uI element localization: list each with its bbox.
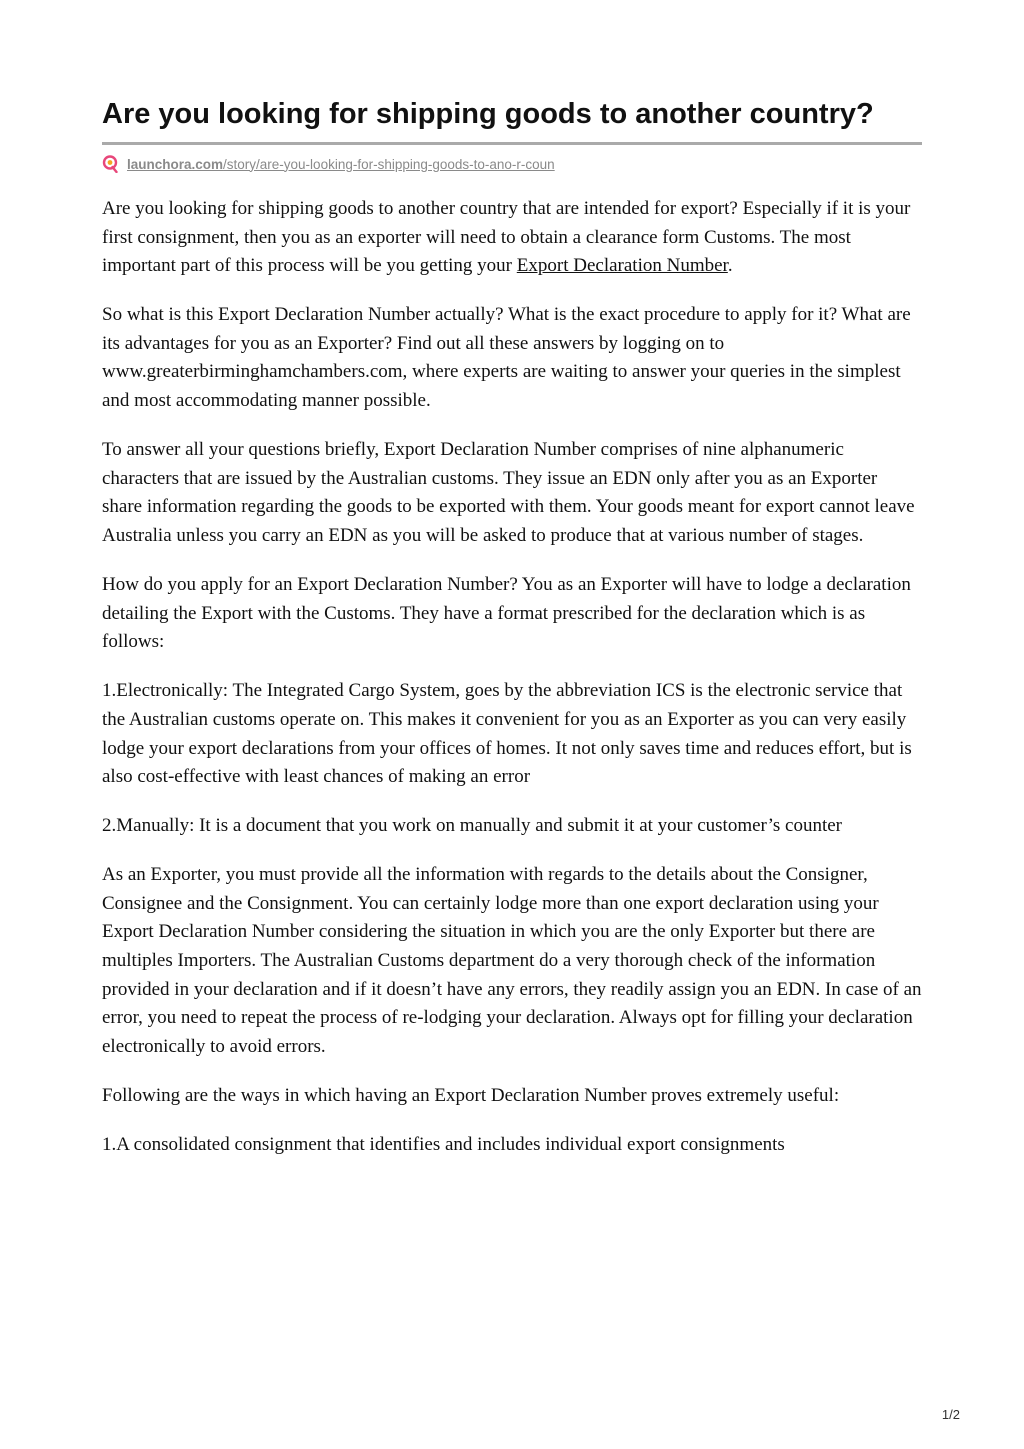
paragraph: 1.A consolidated consignment that identifies and includes individual export consignments xyxy=(102,1134,785,1156)
paragraph xyxy=(102,195,922,281)
title-divider xyxy=(102,142,922,145)
paragraph: 2.Manually: It is a document that you work on manually and submit it at your customer’s counter xyxy=(102,815,842,837)
source-domain: launchora.com xyxy=(127,156,224,172)
paragraph: Following are the ways in which having an Export Declaration Number proves extremely useful: xyxy=(102,1084,840,1106)
launchora-logo-icon xyxy=(102,155,120,173)
paragraph: How do you apply for an Export Declaration Number? You as an Exporter will have to lodge a declaration detailing the Export with the Customs. They have a format prescribed for the declaration which is as follows: xyxy=(102,574,911,653)
paragraph: So what is this Export Declaration Number actually? What is the exact procedure to apply for it? What are its advantages for you as an Exporter? Find out all these answers by logging on to www.greaterbirminghamchambers.com, where experts are waiting to answer your queries in the simplest and most accommodating manner possible. xyxy=(102,304,911,412)
export-declaration-number-link[interactable]: Export Declaration Number xyxy=(516,255,728,277)
source-link[interactable] xyxy=(127,157,555,172)
source-path: /story/are-you-looking-for-shipping-goods-to-ano-r-coun xyxy=(223,156,555,172)
article xyxy=(102,96,922,1180)
source-line xyxy=(102,154,922,174)
article-title: Are you looking for shipping goods to another country? xyxy=(102,98,874,130)
paragraph: As an Exporter, you must provide all the information with regards to the details about the Consigner, Consignee and the Consignment. You can certainly lodge more than one export declaration using your Export Declaration Number considering the situation in which you are the only Exporter but there are multiples Importers. The Australian Customs department do a very thorough check of the information provided in your declaration and if it doesn’t have any errors, they readily assign you an EDN. In case of an error, you need to repeat the process of re-lodging your declaration. Always opt for filling your declaration electronically to avoid errors. xyxy=(102,864,922,1057)
article-body xyxy=(102,195,922,1160)
paragraph: To answer all your questions briefly, Export Declaration Number comprises of nine alphanumeric characters that are issued by the Australian customs. They issue an EDN only after you as an Exporter share information regarding the goods to be exported with them. Your goods meant for export cannot leave Australia unless you carry an EDN as you will be asked to produce that at various number of stages. xyxy=(102,439,915,546)
page-number: 1/2 xyxy=(941,1407,960,1422)
paragraph-text: . xyxy=(727,255,733,277)
paragraph-text: Are you looking for shipping goods to another country that are intended for export? Especially if it is your first consignment, then you as an exporter will need to obtain a clearance form Customs. The most important part of this process will be you getting your xyxy=(102,198,911,277)
paragraph: 1.Electronically: The Integrated Cargo System, goes by the abbreviation ICS is the electronic service that the Australian customs operate on. This makes it convenient for you as an Exporter as you can very easily lodge your export declarations from your offices of homes. It not only saves time and reduces effort, but is also cost-effective with least chances of making an error xyxy=(102,680,912,788)
